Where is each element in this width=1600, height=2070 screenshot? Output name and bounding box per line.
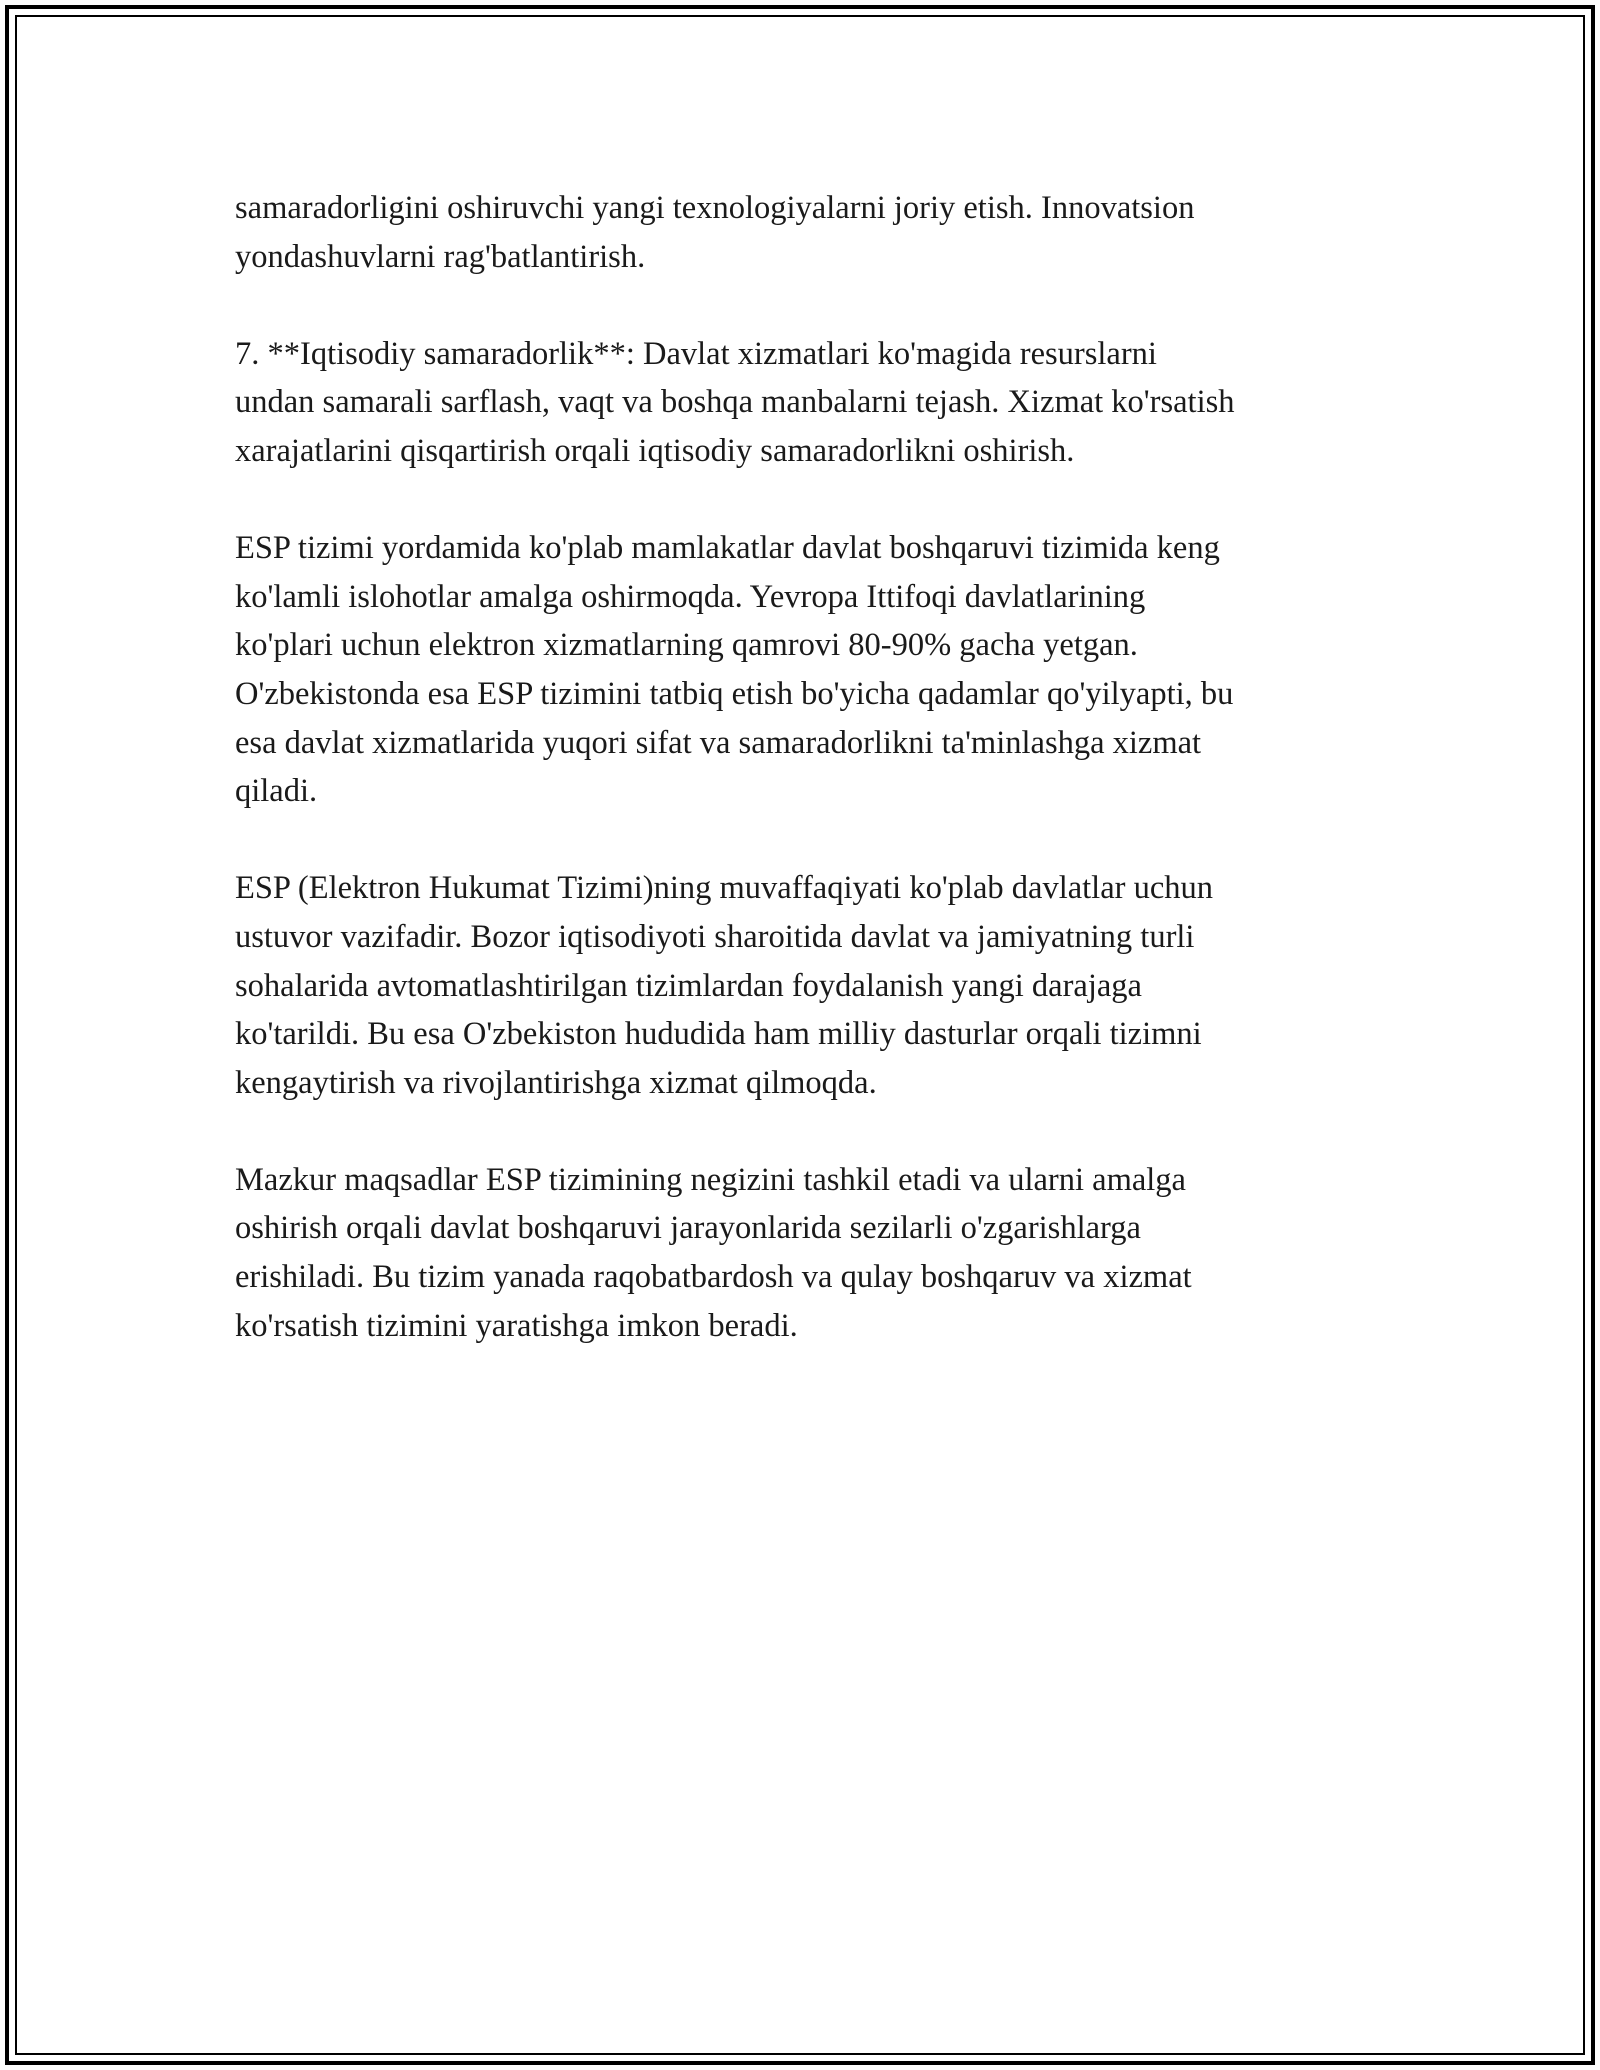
text-line: ko'rsatish tizimini yaratishga imkon beradi.	[235, 1307, 798, 1344]
text-line: oshirish orqali davlat boshqaruvi jarayonlarida sezilarli o'zgarishlarga	[235, 1210, 1141, 1247]
text-line: ko'tarildi. Bu esa O'zbekiston hududida ham milliy dasturlar orqali tizimni	[235, 1016, 1202, 1053]
text-line: undan samarali sarflash, vaqt va boshqa manbalarni tejash. Xizmat ko'rsatish	[235, 384, 1235, 421]
text-line: ESP (Elektron Hukumat Tizimi)ning muvaffaqiyati ko'plab davlatlar uchun	[235, 870, 1213, 907]
paragraph	[235, 1156, 1385, 1350]
text-line: qiladi.	[235, 773, 318, 810]
text-line: yondashuvlarni rag'batlantirish.	[235, 238, 646, 275]
text-line: Mazkur maqsadlar ESP tizimining negizini tashkil etadi va ularni amalga	[235, 1161, 1186, 1198]
paragraph	[235, 864, 1385, 1107]
document-body	[235, 184, 1385, 1399]
text-line: ko'lamli islohotlar amalga oshirmoqda. Yevropa Ittifoqi davlatlarining	[235, 578, 1146, 615]
paragraph	[235, 184, 1385, 281]
text-line: esa davlat xizmatlarida yuqori sifat va samaradorlikni ta'minlashga xizmat	[235, 724, 1202, 761]
text-line: ESP tizimi yordamida ko'plab mamlakatlar davlat boshqaruvi tizimida keng	[235, 530, 1220, 567]
paragraph	[235, 330, 1385, 476]
text-line: samaradorligini oshiruvchi yangi texnologiyalarni joriy etish. Innovatsion	[235, 190, 1195, 226]
text-line: kengaytirish va rivojlantirishga xizmat qilmoqda.	[235, 1064, 877, 1101]
text-line: ustuvor vazifadir. Bozor iqtisodiyoti sharoitida davlat va jamiyatning turli	[235, 918, 1195, 955]
paragraph	[235, 524, 1385, 816]
text-line: 7. **Iqtisodiy samaradorlik**: Davlat xizmatlari ko'magida resurslarni	[235, 335, 1157, 372]
text-line: ko'plari uchun elektron xizmatlarning qamrovi 80-90% gacha yetgan.	[235, 627, 1138, 664]
text-line: sohalarida avtomatlashtirilgan tizimlardan foydalanish yangi darajaga	[235, 967, 1142, 1004]
text-line: O'zbekistonda esa ESP tizimini tatbiq etish bo'yicha qadamlar qo'yilyapti, bu	[235, 675, 1234, 712]
text-line: xarajatlarini qisqartirish orqali iqtisodiy samaradorlikni oshirish.	[235, 432, 1075, 469]
text-line: erishiladi. Bu tizim yanada raqobatbardosh va qulay boshqaruv va xizmat	[235, 1259, 1192, 1296]
